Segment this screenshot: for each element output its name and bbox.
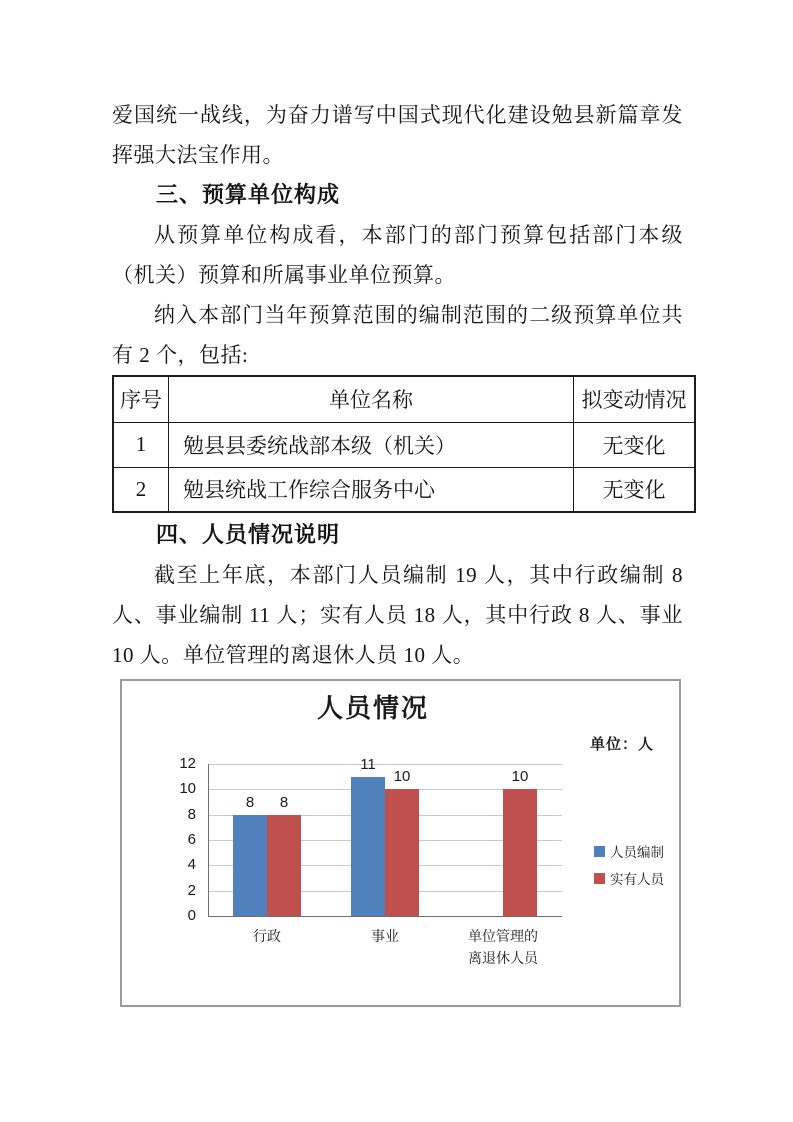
y-axis-tick-label: 8 <box>187 806 196 823</box>
table-row <box>113 467 695 512</box>
cell-planned-change: 无变化 <box>574 422 696 467</box>
table-header-row <box>113 376 695 422</box>
bar-establishment <box>233 815 267 916</box>
legend-label: 人员编制 <box>610 845 664 860</box>
column-header-unit-name: 单位名称 <box>169 376 574 422</box>
y-axis-tick-label: 2 <box>187 882 196 899</box>
chart-title: 人员情况 <box>316 694 429 723</box>
paragraph-personnel-detail: 截至上年底，本部门人员编制 19 人，其中行政编制 8 人、事业编制 11 人；实有人员 18 人，其中行政 8 人、事业 10 人。单位管理的离退休人员 10 人。 <box>112 563 683 667</box>
section-heading-personnel: 四、人员情况说明 <box>156 522 341 547</box>
legend-swatch <box>594 873 605 884</box>
column-header-planned-change: 拟变动情况 <box>574 376 696 422</box>
x-axis-label-line: 事业 <box>371 928 399 944</box>
x-axis-line <box>208 916 562 917</box>
cell-planned-change: 无变化 <box>574 467 696 512</box>
legend-item <box>594 841 664 861</box>
chart-unit-label: 单位：人 <box>590 736 655 753</box>
bar-establishment <box>351 777 385 916</box>
bar-value-label: 8 <box>279 794 289 811</box>
bar-value-label: 8 <box>245 794 255 811</box>
chart-gridline <box>208 764 562 765</box>
x-axis-label-line: 离退休人员 <box>468 950 538 966</box>
y-axis-tick-label: 0 <box>187 907 196 924</box>
column-header-number: 序号 <box>113 376 169 422</box>
paragraph-budget-composition: 从预算单位构成看，本部门的部门预算包括部门本级（机关）预算和所属事业单位预算。 <box>112 223 683 287</box>
y-axis-line <box>208 764 209 917</box>
legend-swatch <box>594 846 605 857</box>
section-heading-budget-units: 三、预算单位构成 <box>156 182 341 207</box>
personnel-chart <box>120 679 681 1007</box>
y-axis-tick-label: 4 <box>187 856 196 873</box>
cell-unit-name: 勉县县委统战部本级（机关） <box>169 422 574 467</box>
bar-value-label: 11 <box>360 756 376 773</box>
cell-number: 2 <box>113 467 169 512</box>
legend-item <box>594 868 664 888</box>
bar-value-label: 10 <box>393 768 411 785</box>
bar-actual <box>385 789 419 916</box>
bar-actual <box>503 789 537 916</box>
x-axis-label <box>326 925 444 947</box>
x-axis-label-line: 行政 <box>253 928 281 944</box>
paragraph-unit-count: 纳入本部门当年预算范围的编制范围的二级预算单位共有 2 个，包括: <box>112 303 683 367</box>
x-axis-label-line: 单位管理的 <box>468 928 538 944</box>
y-axis-tick-label: 6 <box>187 831 196 848</box>
legend-label: 实有人员 <box>610 872 664 887</box>
paragraph-continuation: 爱国统一战线，为奋力谱写中国式现代化建设勉县新篇章发挥强大法宝作用。 <box>112 103 683 167</box>
cell-number: 1 <box>113 422 169 467</box>
x-axis-label <box>444 925 562 969</box>
chart-plot-area <box>122 681 679 1005</box>
y-axis-tick-label: 10 <box>179 780 196 797</box>
budget-unit-table <box>112 375 696 513</box>
bar-value-label: 10 <box>511 768 529 785</box>
y-axis-tick-label: 12 <box>179 755 196 772</box>
cell-unit-name: 勉县统战工作综合服务中心 <box>169 467 574 512</box>
x-axis-label <box>208 925 326 947</box>
bar-actual <box>267 815 301 916</box>
table-row <box>113 422 695 467</box>
